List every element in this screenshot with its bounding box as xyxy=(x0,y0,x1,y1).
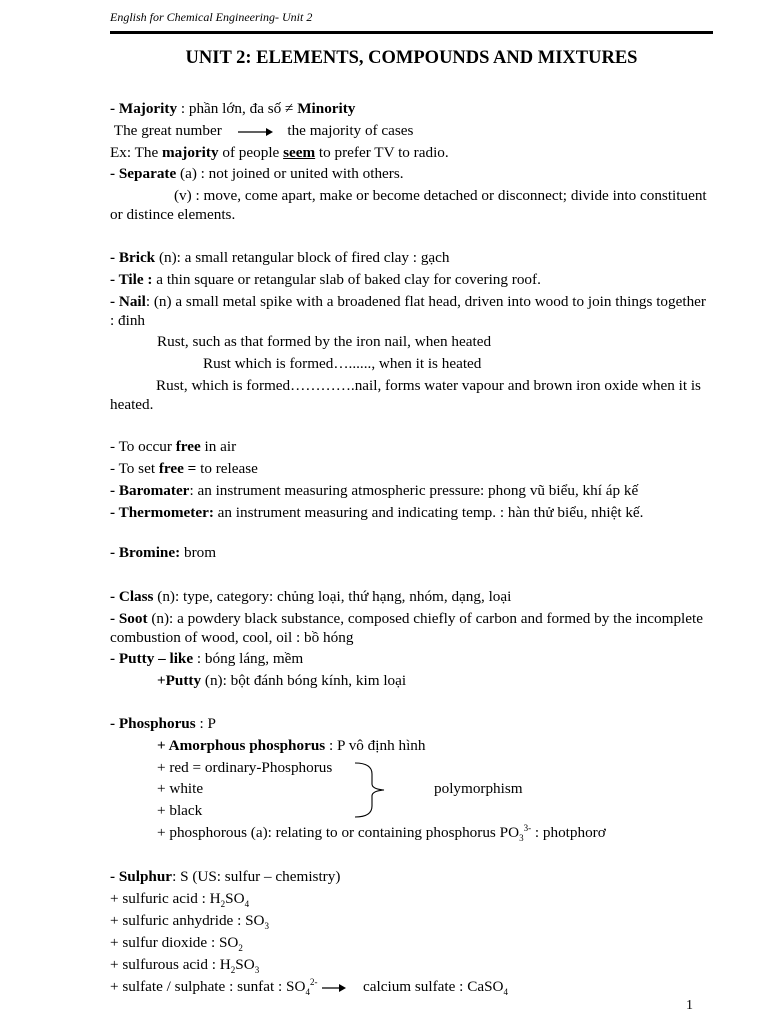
entry-separate: - Separate (a) : not joined or united with others. xyxy=(110,165,404,182)
rust-example-1: Rust, such as that formed by the iron nail, when heated xyxy=(157,333,492,350)
entry-nail: - Nail: (n) a small metal spike with a broadened flat head, driven into wood to join things together : đinh xyxy=(110,293,706,329)
entry-occur-free: - To occur free in air xyxy=(110,438,237,455)
great-number-line: The great number the majority of cases xyxy=(113,122,414,139)
right-brace-icon xyxy=(352,760,392,820)
entry-phosphorous-adj: + phosphorous (a): relating to or containing phosphorus $PO_3^{3-}$ : photphorơ xyxy=(157,822,606,844)
rust-example-3: Rust, which is formed………….nail, forms water vapour and brown iron oxide when it is heated. xyxy=(110,377,701,413)
entry-phosphorus: - Phosphorus : P xyxy=(110,715,216,732)
phosphorus-white: + white xyxy=(157,780,204,797)
phosphorus-black: + black xyxy=(157,802,203,819)
entry-soot: - Soot (n): a powdery black substance, composed chiefly of carbon and formed by the incomplete combustion of wood, cool, oil : bồ hóng xyxy=(110,610,703,646)
phosphorus-red: + red = ordinary-Phosphorus xyxy=(157,759,333,776)
entry-sulphur: - Sulphur: S (US: sulfur – chemistry) xyxy=(110,868,341,885)
entry-brick: - Brick (n): a small retangular block of fired clay : gạch xyxy=(110,249,450,266)
sulfate-line: + sulfate / sulphate : sunfat : $SO_4^{2-}$ calcium sulfate : CaSO$_4$ xyxy=(110,976,508,998)
entry-tile: - Tile : a thin square or retangular slab of baked clay for covering roof. xyxy=(110,271,541,288)
entry-putty-like: - Putty – like : bóng láng, mềm xyxy=(110,650,304,667)
entry-bromine: - Bromine: brom xyxy=(110,544,217,561)
entry-majority: - Majority : phần lớn, đa số ≠ Minority xyxy=(110,100,356,117)
sulfurous-acid: + sulfurous acid : $H_2SO_3$ xyxy=(110,956,260,976)
sulfuric-acid: + sulfuric acid : $H_2SO_4$ xyxy=(110,890,250,910)
entry-separate-verb: (v) : move, come apart, make or become detached or disconnect; divide into constituent or distince elements. xyxy=(110,187,707,223)
header-rule xyxy=(110,31,713,34)
entry-thermometer: - Thermometer: an instrument measuring and indicating temp. : hàn thử biểu, nhiệt kế. xyxy=(110,504,644,521)
arrow-right-icon xyxy=(321,982,347,994)
sulfuric-anhydride: + sulfuric anhydride : $SO_3$ xyxy=(110,912,270,932)
entry-class: - Class (n): type, category: chủng loại, thứ hạng, nhóm, dạng, loại xyxy=(110,588,512,605)
example-majority: Ex: The majority of people seem to prefer TV to radio. xyxy=(110,144,449,161)
rust-example-2: Rust which is formed…......, when it is heated xyxy=(203,355,482,372)
page-title: UNIT 2: ELEMENTS, COMPOUNDS AND MIXTURES xyxy=(185,48,638,68)
sulfur-dioxide: + sulfur dioxide : $SO_2$ xyxy=(110,934,243,954)
entry-set-free: - To set free = to release xyxy=(110,460,258,477)
entry-amorphous: + Amorphous phosphorus : P vô định hình xyxy=(157,737,426,754)
entry-putty: +Putty (n): bột đánh bóng kính, kim loại xyxy=(157,672,407,689)
entry-barometer: - Baromater: an instrument measuring atmospheric pressure: phong vũ biểu, khí áp kế xyxy=(110,482,639,499)
page-number: 1 xyxy=(686,998,693,1013)
polymorphism-label: polymorphism xyxy=(434,780,523,797)
arrow-right-icon xyxy=(236,126,274,138)
running-header: English for Chemical Engineering- Unit 2 xyxy=(110,10,313,24)
